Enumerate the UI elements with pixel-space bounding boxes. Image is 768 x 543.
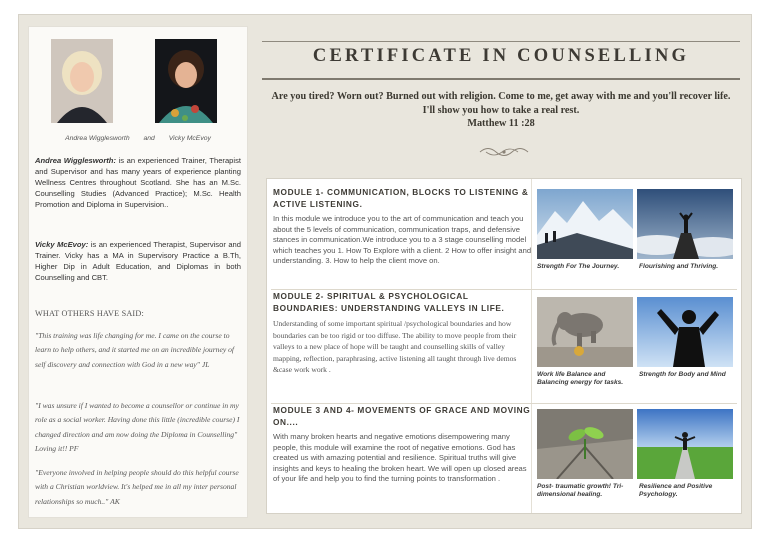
module-2-body: Understanding of some important spiritual /psychological boundaries and how boundaries can be too rigid or too diffuse. The ability to move people from their valleys to a new place of hope will be taught and counselling skills of valley mapping, reflection, paraphrasing, active listening all taught through live demos &case work work . [273,319,517,375]
image-mountain-hikers [537,189,633,259]
module-2-heading: MODULE 2- SPIRITUAL & PSYCHOLOGICAL BOUNDARIES: UNDERSTANDING VALLEYS IN LIFE. [273,291,505,313]
bio-andrea-text: is an experienced Trainer, Therapist and Supervisor and has many years of experience planting Wellness Centres throughout Scotland. She has an M.Sc. Counselling Studies (Advanced Practice); M.Sc. Health Promotion and Diploma in Supervision.. [35,156,241,209]
module-3 [273,405,533,485]
module-3-body: With many broken hearts and negative emotions disempowering many people, this module will examine the root of negative emotions. God has created us with amazing potential and resilience. Spiritual truths will give insights and keys to healing the broken heart. We will open up closed areas of your life and help you to find the turning points to transformation . [273,432,527,484]
module-1 [273,187,533,267]
andrea-photo [51,39,113,123]
modules-panel [266,178,742,514]
module-1-body: In this module we introduce you to the art of communication and teach you about the 5 levels of communication, communication traps, and defensive stances in communication.We introduce you to a 3 stage counselling model which teaches you 1. How To Explore with a client. 2 How to offer insight and understanding. 3. How to help the client move on. [273,214,532,266]
bio-vicky-text: is an experienced Therapist, Supervisor and Trainer. Vicky has a MA in Supervisory Practice a B.Th, Higher Dip in Adult Education, and Diplomas in both Counselling and CBT. [35,240,241,282]
image-summit-clouds [637,189,733,259]
page-title: CERTIFICATE IN COUNSELLING [312,46,690,66]
title-rule-bottom [262,78,740,80]
quote-text: Are you tired? Worn out? Burned out with religion. Come to me, get away with me and you'll recover life. I'll show you how to take a real rest. [271,91,731,116]
photo-caption [29,135,247,142]
flourish-ornament-icon [478,144,530,160]
image-elephant-balance [537,297,633,367]
module-3-heading: MODULE 3 AND 4- MOVEMENTS OF GRACE AND MOVING ON.... [273,405,531,427]
caption-and: and [143,135,155,142]
module-1-heading: MODULE 1- COMMUNICATION, BLOCKS TO LISTENING & ACTIVE LISTENING. [273,187,529,209]
caption-strength-journey: Strength For The Journey. [537,263,620,270]
testimonial: "Everyone involved in helping people should do this helpful course with a Christian worldview. It's helped me in all my inter personal relationships so much.." AK [35,468,239,506]
caption-name-andrea: Andrea Wigglesworth [65,135,130,142]
vicky-portrait-image [155,39,217,123]
caption-name-vicky: Vicky McEvoy [168,135,211,142]
caption-resilience: Resilience and Positive Psychology. [639,483,713,499]
tutors-panel [28,26,248,518]
image-sprout-growth [537,409,633,479]
testimonial: "I was unsure if I wanted to become a counsellor or continue in my role as a social worker. Having done this little (incredible course) I changed direction and am now doing the Diploma in Counselling" Loving it!! PF [35,401,240,454]
bio-andrea-name: Andrea Wigglesworth: [35,156,116,165]
title-rule-top [262,41,740,42]
vicky-photo [155,39,217,123]
caption-flourishing: Flourishing and Thriving. [639,263,719,270]
andrea-portrait-image [51,39,113,123]
bio-vicky-name: Vicky McEvoy: [35,240,89,249]
scripture-quote [270,90,732,131]
module-divider [271,403,737,404]
module-divider [271,289,737,290]
image-man-on-road [637,409,733,479]
caption-post-traumatic-growth: Post- traumatic growth! Tri- dimensional healing. [537,483,624,499]
caption-strength-body-mind: Strength for Body and Mind [639,371,726,378]
testimonials-heading: WHAT OTHERS HAVE SAID: [35,309,144,318]
caption-work-life-balance: Work life Balance and Balancing energy for tasks. [537,371,624,387]
bio-vicky [35,239,241,283]
testimonial: "This training was life changing for me. I came on the course to learn to help others, and it started me on an incredible journey of self discovery and connection with God in a new way" JL [35,331,235,369]
module-2 [273,291,533,376]
bio-andrea [35,155,241,210]
image-strong-figure [637,297,733,367]
quote-reference: Matthew 11 :28 [467,118,535,129]
